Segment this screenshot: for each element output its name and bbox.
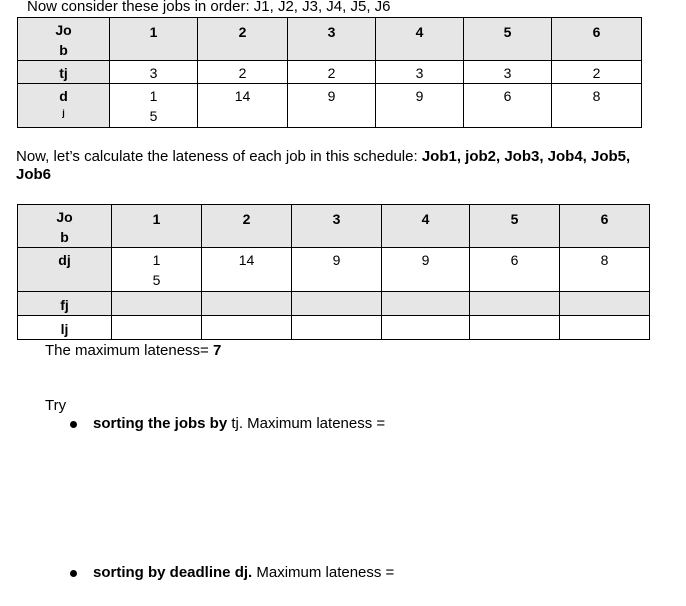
- tj-value: 3: [110, 61, 198, 84]
- fj-cell[interactable]: [292, 292, 382, 316]
- job-col-3: 3: [288, 18, 376, 61]
- dj-value: 9: [292, 248, 382, 292]
- job-header-label: Jo b: [18, 205, 112, 248]
- job-col-4: 4: [376, 18, 464, 61]
- job-col-6: 6: [552, 18, 642, 61]
- lj-cell[interactable]: [560, 316, 650, 340]
- fj-cell[interactable]: [382, 292, 470, 316]
- dj-value: 9: [376, 84, 464, 128]
- tj-label: tj: [18, 61, 110, 84]
- dj-value: 1 5: [112, 248, 202, 292]
- dj-value: 8: [560, 248, 650, 292]
- fj-cell[interactable]: [202, 292, 292, 316]
- fj-cell[interactable]: [560, 292, 650, 316]
- tj-value: 3: [464, 61, 552, 84]
- job-col-5: 5: [464, 18, 552, 61]
- dj-value: 6: [464, 84, 552, 128]
- job-col-2: 2: [198, 18, 288, 61]
- try-label: Try: [45, 397, 67, 414]
- dj-value: 14: [202, 248, 292, 292]
- tj-value: 3: [376, 61, 464, 84]
- fj-cell[interactable]: [470, 292, 560, 316]
- job-header-label: Jo b: [18, 18, 110, 61]
- fj-cell[interactable]: [112, 292, 202, 316]
- lj-cell[interactable]: [292, 316, 382, 340]
- job-col-6: 6: [560, 205, 650, 248]
- fj-label: fj: [18, 292, 112, 316]
- bullet-icon: [70, 421, 77, 428]
- lateness-table: [17, 204, 650, 340]
- dj-value: 14: [198, 84, 288, 128]
- jobs-table: [17, 17, 642, 128]
- lj-cell[interactable]: [202, 316, 292, 340]
- bullet-icon: [70, 570, 77, 577]
- job-col-1: 1: [112, 205, 202, 248]
- dj-value: 9: [288, 84, 376, 128]
- max-lateness-line: The maximum lateness= 7: [45, 342, 222, 359]
- bullet-sort-by-deadline: sorting by deadline dj. Maximum lateness =: [70, 564, 394, 581]
- lj-cell[interactable]: [112, 316, 202, 340]
- dj-value: 9: [382, 248, 470, 292]
- lj-cell[interactable]: [382, 316, 470, 340]
- job-col-1: 1: [110, 18, 198, 61]
- job-col-2: 2: [202, 205, 292, 248]
- dj-value: 1 5: [110, 84, 198, 128]
- job-col-3: 3: [292, 205, 382, 248]
- tj-value: 2: [288, 61, 376, 84]
- lateness-paragraph: Now, let’s calculate the lateness of each job in this schedule: Job1, job2, Job3, Job4, Job5, Job6: [16, 148, 631, 183]
- lj-cell[interactable]: [470, 316, 560, 340]
- intro-text: Now consider these jobs in order: J1, J2, J3, J4, J5, J6: [27, 0, 391, 15]
- dj-label: dj: [18, 248, 112, 292]
- job-col-4: 4: [382, 205, 470, 248]
- job-col-5: 5: [470, 205, 560, 248]
- dj-label: d j: [18, 84, 110, 128]
- lj-label: lj: [18, 316, 112, 340]
- bullet-sort-by-tj: sorting the jobs by tj. Maximum lateness =: [70, 415, 385, 432]
- tj-value: 2: [552, 61, 642, 84]
- dj-value: 8: [552, 84, 642, 128]
- tj-value: 2: [198, 61, 288, 84]
- dj-value: 6: [470, 248, 560, 292]
